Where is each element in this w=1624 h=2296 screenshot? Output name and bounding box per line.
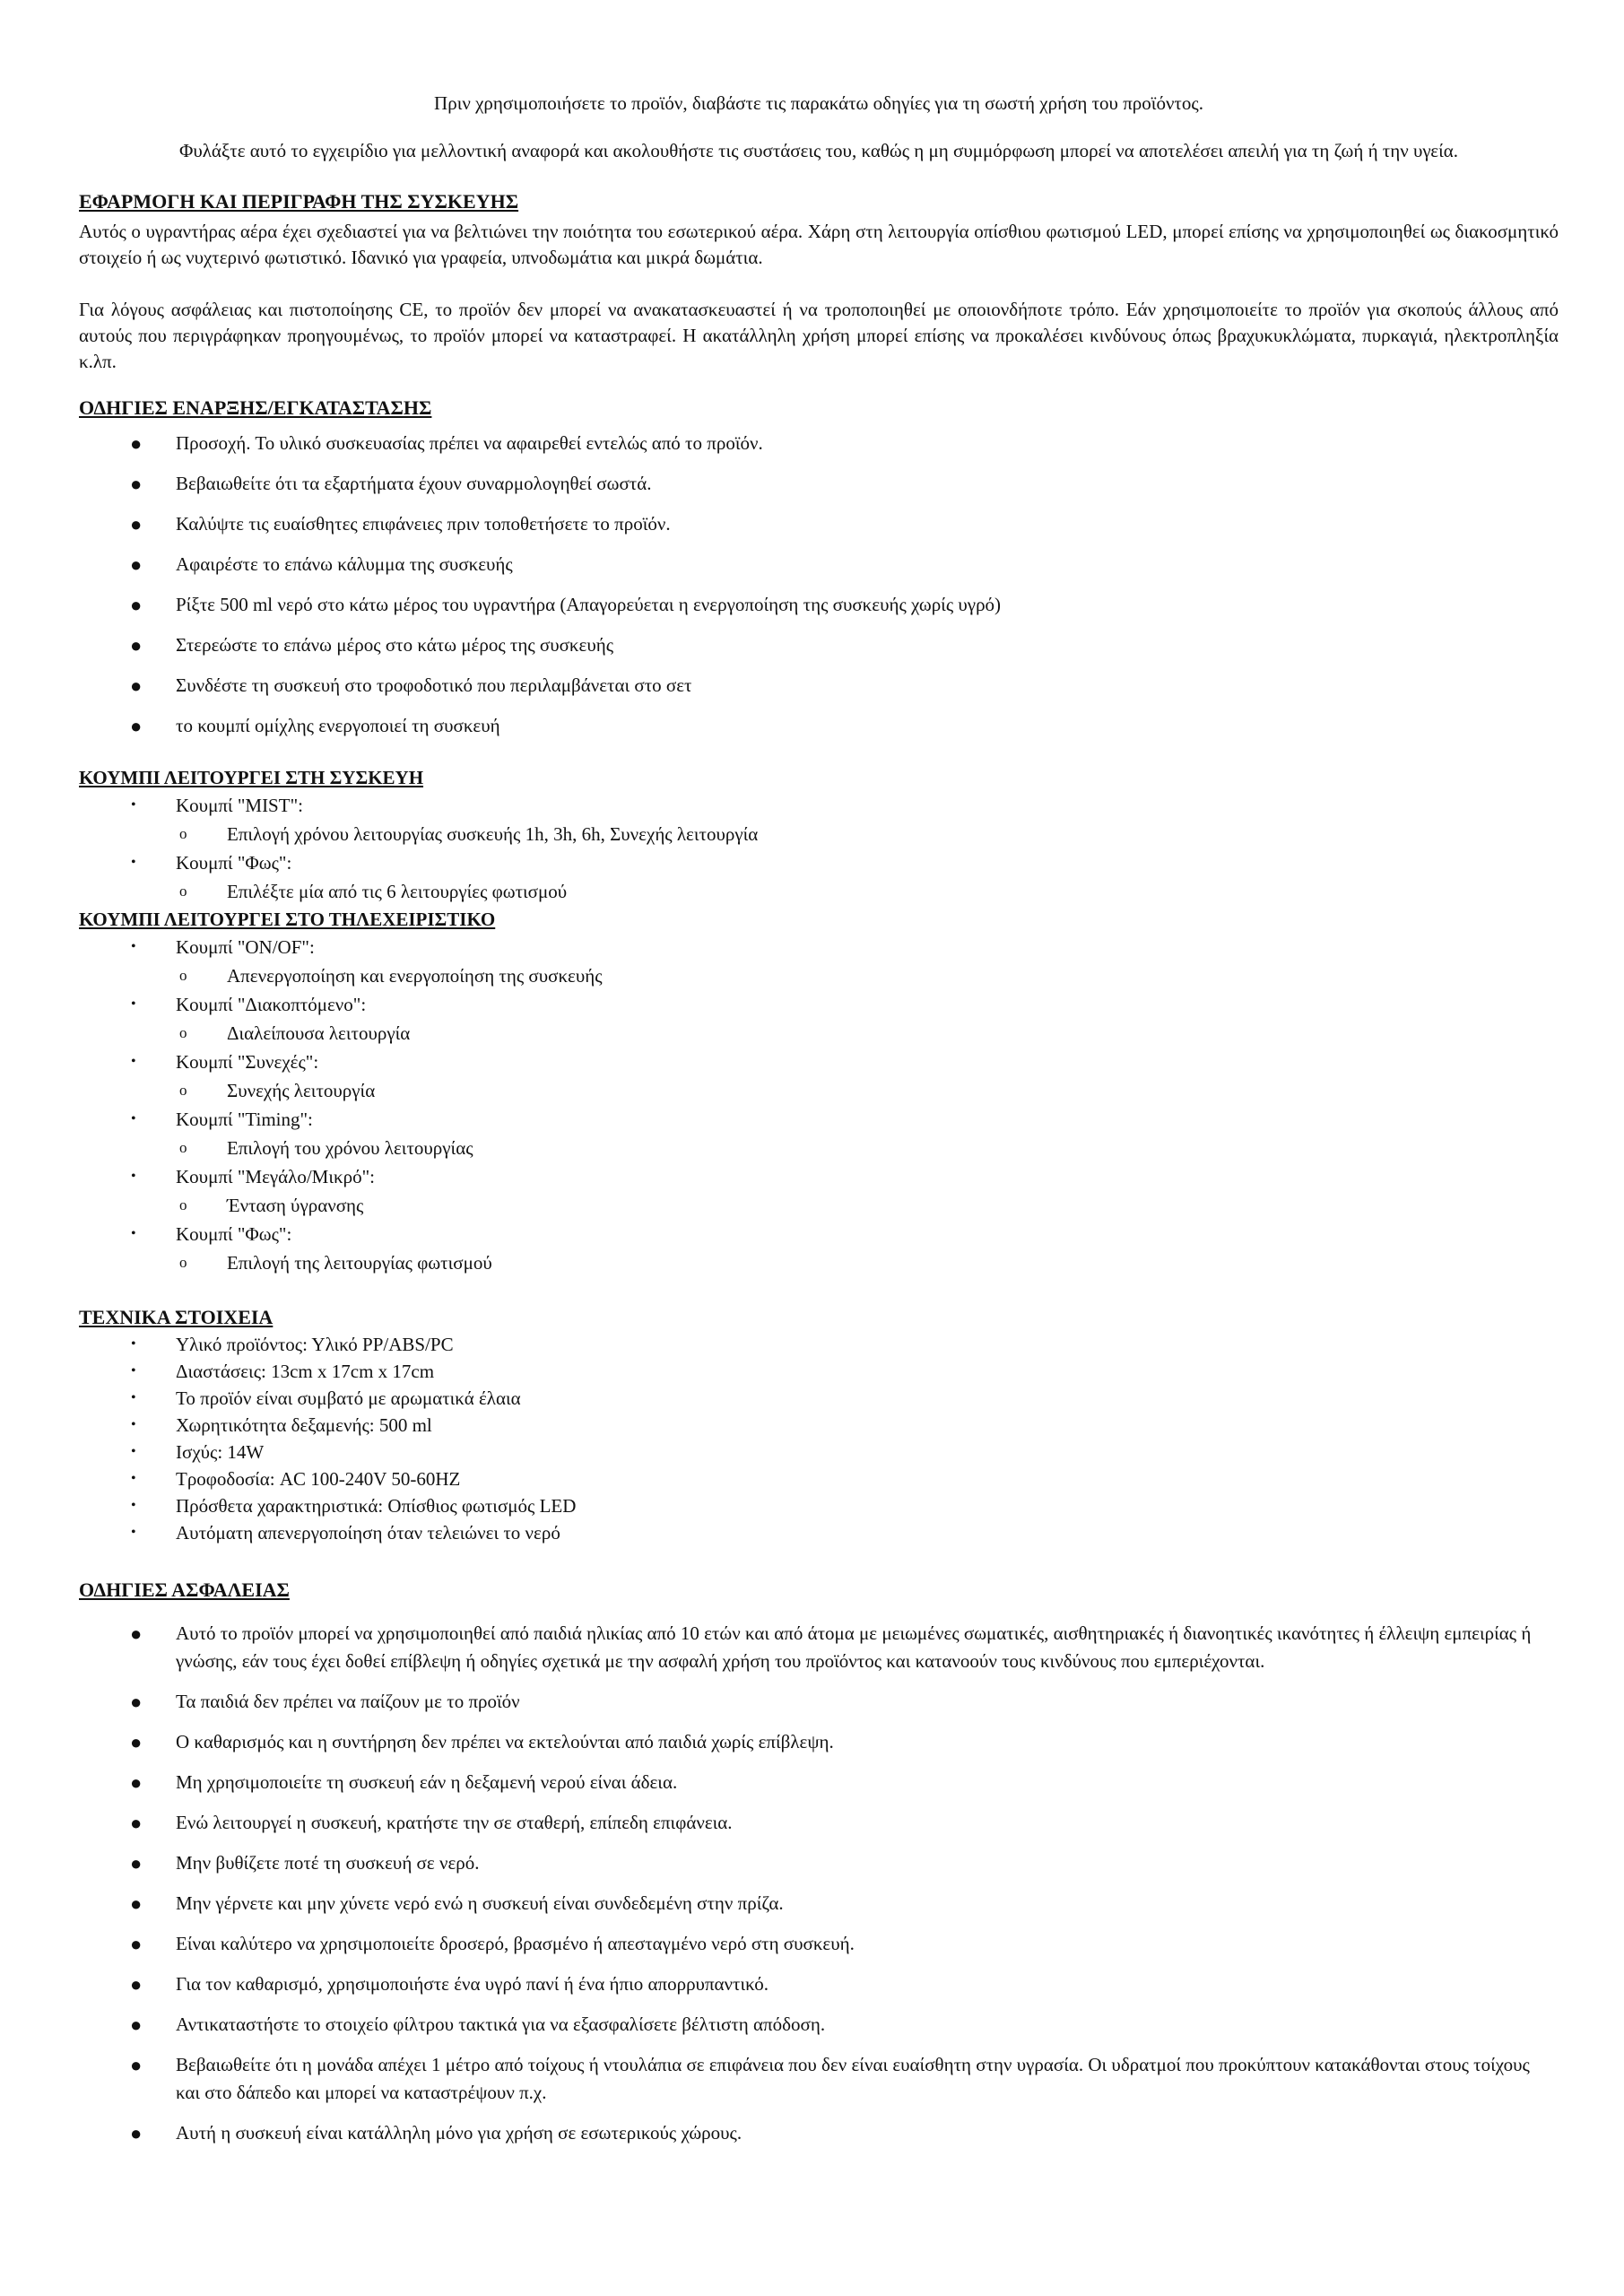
button-description-item [79, 961, 1559, 990]
list-item-text: Το προϊόν είναι συμβατό με αρωματικά έλαια [176, 1387, 521, 1409]
list-item-text: Είναι καλύτερο να χρησιμοποιείτε δροσερό, βρασμένο ή απεσταγμένο νερό στη συσκευή. [176, 1933, 855, 1954]
list-item-text: Επιλογή χρόνου λειτουργίας συσκευής 1h, 3h, 6h, Συνεχής λειτουργία [227, 823, 759, 845]
circle-bullet-icon: o [179, 883, 187, 900]
safety-list-item [79, 1728, 1559, 1756]
list-item-text: Διαστάσεις: 13cm x 17cm x 17cm [176, 1361, 435, 1382]
list-item-text: Διαλείπουσα λειτουργία [227, 1022, 411, 1044]
button-description-item [79, 1191, 1559, 1220]
button-sublist [79, 1019, 1559, 1048]
list-item-text: Ενώ λειτουργεί η συσκευή, κρατήστε την σε σταθερή, επίπεδη επιφάνεια. [176, 1812, 733, 1833]
list-item-text: Αυτόματη απενεργοποίηση όταν τελειώνει το νερό [176, 1522, 560, 1544]
list-item-text: Κουμπί "Φως": [176, 852, 292, 874]
list-item-text: Συνδέστε τη συσκευή στο τροφοδοτικό που περιλαμβάνεται στο σετ [176, 674, 692, 696]
button-list-item [79, 933, 1559, 990]
bullet-icon: • [131, 1525, 136, 1540]
list-item-text: Κουμπί "Φως": [176, 1223, 292, 1245]
list-item-text: Για τον καθαρισμό, χρησιμοποιήστε ένα υγρό πανί ή ένα ήπιο απορρυπαντικό. [176, 1973, 769, 1995]
list-item-text: Καλύψτε τις ευαίσθητες επιφάνειες πριν τοποθετήσετε το προϊόν. [176, 513, 671, 535]
list-item-text: Τα παιδιά δεν πρέπει να παίζουν με το προϊόν [176, 1691, 520, 1712]
list-item-text: Τροφοδοσία: AC 100-240V 50-60HZ [176, 1468, 461, 1490]
remote-buttons-section [79, 906, 1559, 1277]
bullet-icon: ● [130, 1771, 143, 1794]
bullet-icon: ● [130, 1892, 143, 1915]
list-item-text: Στερεώστε το επάνω μέρος στο κάτω μέρος της συσκευής [176, 634, 614, 656]
list-item-text: Βεβαιωθείτε ότι τα εξαρτήματα έχουν συναρμολογηθεί σωστά. [176, 473, 652, 494]
button-list-item [79, 990, 1559, 1048]
list-item-text: Επιλογή της λειτουργίας φωτισμού [227, 1252, 492, 1274]
list-item-text: Ισχύς: 14W [176, 1441, 265, 1463]
circle-bullet-icon: o [179, 1196, 187, 1213]
startup-list-item: ● Αφαιρέστε το επάνω κάλυμμα της συσκευής [130, 553, 513, 576]
technical-list-item [79, 1439, 1559, 1465]
bullet-icon: ● [130, 1812, 143, 1834]
safety-list-item [79, 1930, 1559, 1958]
application-heading: ΕΦΑΡΜΟΓΗ ΚΑΙ ΠΕΡΙΓΡΑΦΗ ΤΗΣ ΣΥΣΚΕΥΗΣ [79, 190, 519, 213]
bullet-icon: • [131, 1417, 136, 1432]
button-sublist [79, 1248, 1559, 1277]
remote-buttons-heading: ΚΟΥΜΠΙ ΛΕΙΤΟΥΡΓΕΙ ΣΤΟ ΤΗΛΕΧΕΙΡΙΣΤΙΚΟ [79, 909, 496, 930]
circle-bullet-icon: o [179, 825, 187, 842]
bullet-icon: ● [130, 1933, 143, 1955]
bullet-icon: • [131, 1336, 136, 1352]
circle-bullet-icon: o [179, 1139, 187, 1156]
bullet-icon: • [131, 1444, 136, 1459]
circle-bullet-icon: o [179, 967, 187, 984]
button-list-item [79, 791, 1559, 848]
startup-list [79, 423, 1559, 746]
startup-list-item: ● Καλύψτε τις ευαίσθητες επιφάνειες πριν τοποθετήσετε το προϊόν. [130, 513, 671, 535]
device-buttons-section [79, 764, 1559, 906]
bullet-icon: • [131, 1363, 136, 1378]
bullet-icon: ● [130, 1973, 143, 1996]
list-item-text: το κουμπί ομίχλης ενεργοποιεί τη συσκευή [176, 715, 500, 736]
button-description-item [79, 1076, 1559, 1105]
technical-list-item [79, 1519, 1559, 1546]
safety-list-item [79, 2011, 1559, 2039]
bullet-icon: ● [130, 1691, 143, 1713]
circle-bullet-icon: o [179, 1082, 187, 1099]
bullet-icon: • [131, 1471, 136, 1486]
bullet-icon: • [131, 1498, 136, 1513]
list-item-text: Κουμπί "ON/OF": [176, 936, 315, 958]
safety-list-item [79, 2119, 1559, 2147]
safety-list-item [79, 1769, 1559, 1796]
list-item-text: Πρόσθετα χαρακτηριστικά: Οπίσθιος φωτισμός LED [176, 1495, 577, 1517]
list-item-text: Ένταση ύγρανσης [227, 1195, 364, 1216]
list-item-text: Αυτή η συσκευή είναι κατάλληλη μόνο για χρήση σε εσωτερικούς χώρους. [176, 2122, 743, 2144]
button-sublist [79, 961, 1559, 990]
device-buttons-heading: ΚΟΥΜΠΙ ΛΕΙΤΟΥΡΓΕΙ ΣΤΗ ΣΥΣΚΕΥΗ [79, 767, 424, 788]
startup-section [79, 395, 1559, 746]
safety-list-item [79, 2051, 1559, 2107]
technical-section [79, 1304, 1559, 1546]
application-section [79, 188, 1559, 375]
list-item-text: Βεβαιωθείτε ότι η μονάδα απέχει 1 μέτρο από τοίχους ή ντουλάπια σε επιφάνεια που δεν είναι ευαίσθητη στην υγρασία. Οι υδρατμοί που προκύπτουν κατακάθονται στους τοίχους και στο δάπεδο και μπορεί να καταστρέψουν π.χ. [176, 2054, 1530, 2103]
startup-list-item: ● Στερεώστε το επάνω μέρος στο κάτω μέρος της συσκευής [130, 634, 614, 657]
list-item-text: Αντικαταστήστε το στοιχείο φίλτρου τακτικά για να εξασφαλίσετε βέλτιστη απόδοση. [176, 2013, 826, 2035]
technical-heading: ΤΕΧΝΙΚΑ ΣΤΟΙΧΕΙΑ [79, 1306, 274, 1328]
technical-list-item [79, 1465, 1559, 1492]
list-item-text: Προσοχή. Το υλικό συσκευασίας πρέπει να αφαιρεθεί εντελώς από το προϊόν. [176, 432, 763, 454]
safety-list-item [79, 1620, 1559, 1675]
list-item-text: Αυτό το προϊόν μπορεί να χρησιμοποιηθεί από παιδιά ηλικίας από 10 ετών και από άτομα με μειωμένες σωματικές, αισθητηριακές ή διανοητικές ικανότητες ή έλλειψη εμπειρίας ή γνώσης, εάν τους έχει δοθεί επίβλεψη ή οδηγίες σχετικά με την ασφαλή χρήση του προϊόντος και κατανοούν τους κινδύνους που εμπεριέχονται. [176, 1622, 1532, 1672]
list-item-text: Κουμπί "Timing": [176, 1109, 313, 1130]
list-item-text: Κουμπί "MIST": [176, 795, 303, 816]
technical-list-item [79, 1385, 1559, 1412]
application-paragraph-2: Για λόγους ασφάλειας και πιστοποίησης CE, το προϊόν δεν μπορεί να ανακατασκευαστεί ή να τροποποιηθεί με οποιονδήποτε τρόπο. Εάν χρησιμοποιείτε το προϊόν για σκοπούς άλλους από αυτούς που περιγράφηκαν προηγουμένως, το προϊόν μπορεί να καταστραφεί. Η ακατάλληλη χρήση μπορεί επίσης να προκαλέσει κινδύνους όπως βραχυκυκλώματα, πυρκαγιά, ηλεκτροπληξία κ.λπ. [79, 299, 1559, 372]
application-paragraph-1: Αυτός ο υγραντήρας αέρα έχει σχεδιαστεί για να βελτιώνει την ποιότητα του εσωτερικού αέρα. Χάρη στη λειτουργία οπίσθιου φωτισμού LED, μπορεί επίσης να χρησιμοποιηθεί ως διακοσμητικό στοιχείο ή ως νυχτερινό φωτιστικό. Ιδανικό για γραφεία, υπνοδωμάτια και μικρά δωμάτια. [79, 221, 1559, 268]
list-item-text: Ρίξτε 500 ml νερό στο κάτω μέρος του υγραντήρα (Απαγορεύεται η ενεργοποίηση της συσκευής χωρίς υγρό) [176, 594, 1002, 615]
bullet-icon: ● [130, 2013, 143, 2036]
list-item-text: Μη χρησιμοποιείτε τη συσκευή εάν η δεξαμενή νερού είναι άδεια. [176, 1771, 678, 1793]
device-buttons-list [79, 791, 1559, 906]
technical-list-item [79, 1492, 1559, 1519]
button-sublist [79, 1191, 1559, 1220]
technical-list-item [79, 1331, 1559, 1358]
startup-list-item: ● Συνδέστε τη συσκευή στο τροφοδοτικό που περιλαμβάνεται στο σετ [130, 674, 692, 697]
bullet-icon: • [131, 939, 136, 954]
bullet-icon: • [131, 1169, 136, 1184]
manual-page [79, 90, 1559, 2160]
button-description-item [79, 820, 1559, 848]
list-item-text: Ο καθαρισμός και η συντήρηση δεν πρέπει να εκτελούνται από παιδιά χωρίς επίβλεψη. [176, 1731, 834, 1752]
safety-heading: ΟΔΗΓΙΕΣ ΑΣΦΑΛΕΙΑΣ [79, 1578, 290, 1601]
bullet-icon: • [131, 1390, 136, 1405]
technical-list-item [79, 1358, 1559, 1385]
button-sublist [79, 1076, 1559, 1105]
button-list-item [79, 1162, 1559, 1220]
bullet-icon: • [131, 1226, 136, 1241]
startup-list-item: ● Προσοχή. Το υλικό συσκευασίας πρέπει να αφαιρεθεί εντελώς από το προϊόν. [130, 432, 763, 455]
list-item-text: Μην βυθίζετε ποτέ τη συσκευή σε νερό. [176, 1852, 480, 1874]
bullet-icon: • [131, 855, 136, 870]
button-list-item [79, 1048, 1559, 1105]
button-sublist [79, 1134, 1559, 1162]
bullet-icon: ● [130, 2122, 143, 2144]
button-sublist [79, 820, 1559, 848]
circle-bullet-icon: o [179, 1024, 187, 1041]
button-description-item [79, 1134, 1559, 1162]
button-list-item [79, 1220, 1559, 1277]
technical-list-item [79, 1412, 1559, 1439]
safety-list-item [79, 1890, 1559, 1918]
button-description-item [79, 1019, 1559, 1048]
list-item-text: Κουμπί "Μεγάλο/Μικρό": [176, 1166, 375, 1187]
list-item-text: Επιλογή του χρόνου λειτουργίας [227, 1137, 473, 1159]
startup-list-item: ● Ρίξτε 500 ml νερό στο κάτω μέρος του υγραντήρα (Απαγορεύεται η ενεργοποίηση της συσκευής χωρίς υγρό) [130, 594, 1002, 616]
safety-section [79, 1577, 1559, 2147]
technical-list [79, 1331, 1559, 1546]
button-list-item [79, 848, 1559, 906]
bullet-icon: ● [130, 1622, 143, 1645]
bullet-icon: • [131, 797, 136, 813]
startup-list-item: ● Βεβαιωθείτε ότι τα εξαρτήματα έχουν συναρμολογηθεί σωστά. [130, 473, 652, 495]
safety-list-item [79, 1970, 1559, 1998]
bullet-icon: • [131, 996, 136, 1012]
list-item-text: Επιλέξτε μία από τις 6 λειτουργίες φωτισμού [227, 881, 568, 902]
button-sublist [79, 877, 1559, 906]
button-description-item [79, 1248, 1559, 1277]
list-item-text: Απενεργοποίηση και ενεργοποίηση της συσκευής [227, 965, 603, 987]
startup-list-item: ● το κουμπί ομίχλης ενεργοποιεί τη συσκευή [130, 715, 500, 737]
remote-buttons-list [79, 933, 1559, 1277]
circle-bullet-icon: o [179, 1254, 187, 1271]
bullet-icon: ● [130, 2054, 143, 2076]
bullet-icon: ● [130, 1852, 143, 1874]
list-item-text: Αφαιρέστε το επάνω κάλυμμα της συσκευής [176, 553, 513, 575]
list-item-text: Μην γέρνετε και μην χύνετε νερό ενώ η συσκευή είναι συνδεδεμένη στην πρίζα. [176, 1892, 784, 1914]
button-list-item [79, 1105, 1559, 1162]
bullet-icon: • [131, 1111, 136, 1126]
list-item-text: Συνεχής λειτουργία [227, 1080, 376, 1101]
list-item-text: Χωρητικότητα δεξαμενής: 500 ml [176, 1414, 432, 1436]
safety-list-item [79, 1849, 1559, 1877]
startup-heading: ΟΔΗΓΙΕΣ ΕΝΑΡΞΗΣ/ΕΓΚΑΤΑΣΤΑΣΗΣ [79, 396, 432, 419]
intro-line-1: Πριν χρησιμοποιήσετε το προϊόν, διαβάστε τις παρακάτω οδηγίες για τη σωστή χρήση του προϊόντος. [434, 92, 1203, 114]
button-description-item [79, 877, 1559, 906]
intro-line-2: Φυλάξτε αυτό το εγχειρίδιο για μελλοντική αναφορά και ακολουθήστε τις συστάσεις του, καθώς η μη συμμόρφωση μπορεί να αποτελέσει απειλή για τη ζωή ή την υγεία. [178, 140, 1459, 161]
safety-list-item [79, 1688, 1559, 1716]
safety-list [79, 1620, 1559, 2147]
list-item-text: Κουμπί "Διακοπτόμενο": [176, 994, 367, 1015]
list-item-text: Κουμπί "Συνεχές": [176, 1051, 319, 1073]
bullet-icon: ● [130, 1731, 143, 1753]
safety-list-item [79, 1809, 1559, 1837]
bullet-icon: • [131, 1054, 136, 1069]
list-item-text: Υλικό προϊόντος: Υλικό PP/ABS/PC [176, 1334, 454, 1355]
